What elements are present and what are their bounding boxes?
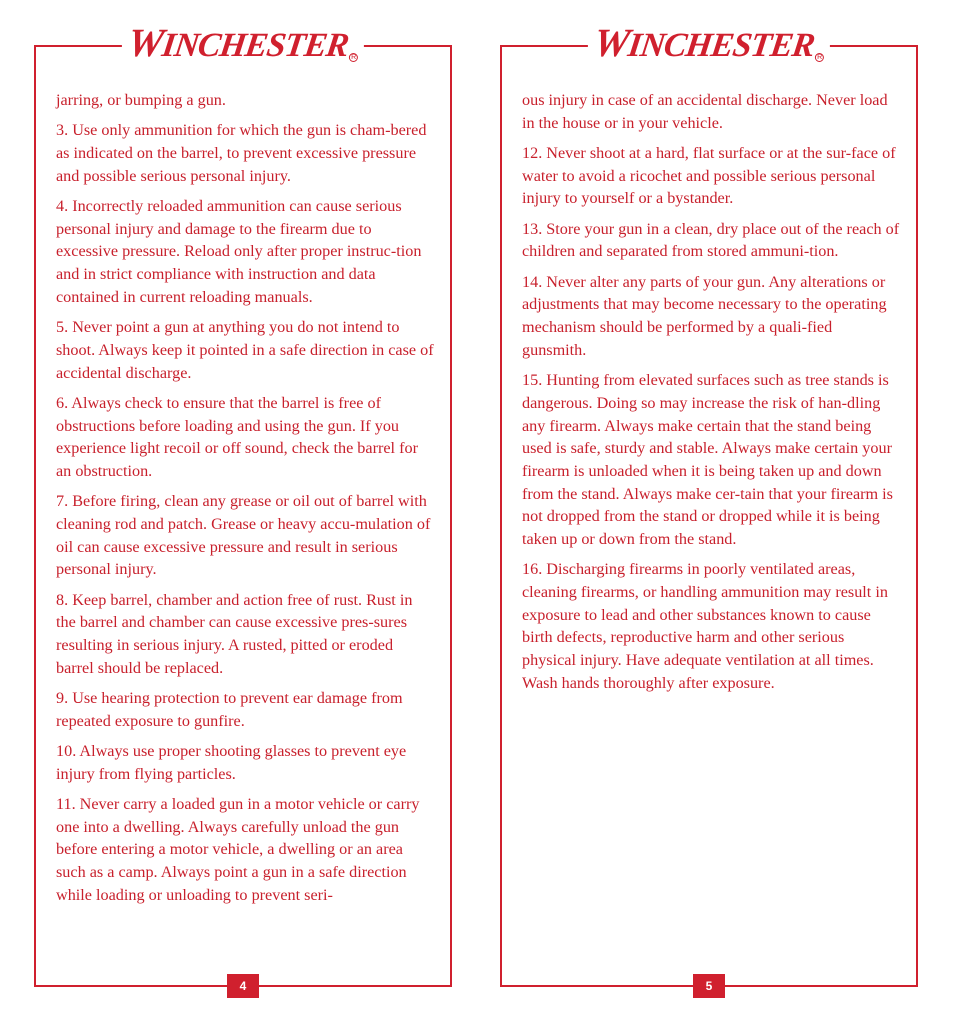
paragraph: 13. Store your gun in a clean, dry place out of the reach of children and separated from stored ammuni-tion. <box>522 219 900 261</box>
paragraph: 11. Never carry a loaded gun in a motor vehicle or carry one into a dwelling. Always carefully unload the gun before entering a motor vehicle, a dwelling or an area such as a camp. Always point a gun in a safe direction while loading or unloading to prevent seri- <box>56 795 420 904</box>
page-body-text <box>56 89 434 914</box>
paragraph: 12. Never shoot at a hard, flat surface or at the sur-face of water to avoid a ricochet and possible serious personal injury to yourself or a bystander. <box>522 144 896 208</box>
paragraph: 8. Keep barrel, chamber and action free of rust. Rust in the barrel and chamber can cause excessive pres-sures resulting in serious injury. A rusted, pitted or eroded barrel should be replaced. <box>56 590 413 677</box>
paragraph: 5. Never point a gun at anything you do not intend to shoot. Always keep it pointed in a safe direction in case of accidental discharge. <box>56 318 434 382</box>
logo-wordmark: WINCHESTER <box>125 20 351 65</box>
winchester-logo <box>588 20 830 66</box>
page-body-text <box>522 89 900 702</box>
paragraph: 10. Always use proper shooting glasses to prevent eye injury from flying particles. <box>56 742 407 783</box>
paragraph: 7. Before firing, clean any grease or oil out of barrel with cleaning rod and patch. Grease or heavy accu-mulation of oil can cause excessive pressure and result in serious personal injury. <box>56 492 431 579</box>
logo-wordmark: WINCHESTER <box>591 20 817 65</box>
paragraph: 6. Always check to ensure that the barrel is free of obstructions before loading and using the gun. If you experience light recoil or off sound, check the barrel for an obstruction. <box>56 393 418 480</box>
paragraph: ous injury in case of an accidental discharge. Never load in the house or in your vehicle. <box>522 91 888 132</box>
paragraph: 15. Hunting from elevated surfaces such as tree stands is dangerous. Doing so may increase the risk of han-dling any firearm. Always make certain that the stand being used is safe, sturdy and stable. Always make certain your firearm is unloaded when it is being taken up and down from the stand. Always make cer-tain that your firearm is not dropped from the stand or dropped while it is being taken up or down from the stand. <box>522 371 893 549</box>
page-number-badge: 4 <box>227 974 259 998</box>
registered-mark-icon: R <box>351 54 357 61</box>
paragraph: 4. Incorrectly reloaded ammunition can cause serious personal injury and damage to the firearm due to excessive pressure. Reload only after proper instruc-tion and in strict compliance with instruction and data contained in current reloading manuals. <box>56 197 422 306</box>
page-number-badge: 5 <box>693 974 725 998</box>
paragraph: 3. Use only ammunition for which the gun is cham-bered as indicated on the barrel, to prevent excessive pressure and possible serious personal injury. <box>56 121 427 185</box>
paragraph: 9. Use hearing protection to prevent ear damage from repeated exposure to gunfire. <box>56 689 403 730</box>
registered-mark-icon: R <box>817 54 823 61</box>
winchester-logo <box>122 20 364 66</box>
paragraph: jarring, or bumping a gun. <box>56 91 226 109</box>
left-page <box>34 20 452 993</box>
paragraph: 14. Never alter any parts of your gun. Any alterations or adjustments that may become necessary to the operating mechanism should be performed by a quali-fied gunsmith. <box>522 272 887 359</box>
paragraph: 16. Discharging firearms in poorly ventilated areas, cleaning firearms, or handling ammunition may result in exposure to lead and other substances known to cause birth defects, reproductive harm and other serious physical injury. Have adequate ventilation at all times. Wash hands thoroughly after exposure. <box>522 560 888 692</box>
right-page <box>500 20 918 993</box>
